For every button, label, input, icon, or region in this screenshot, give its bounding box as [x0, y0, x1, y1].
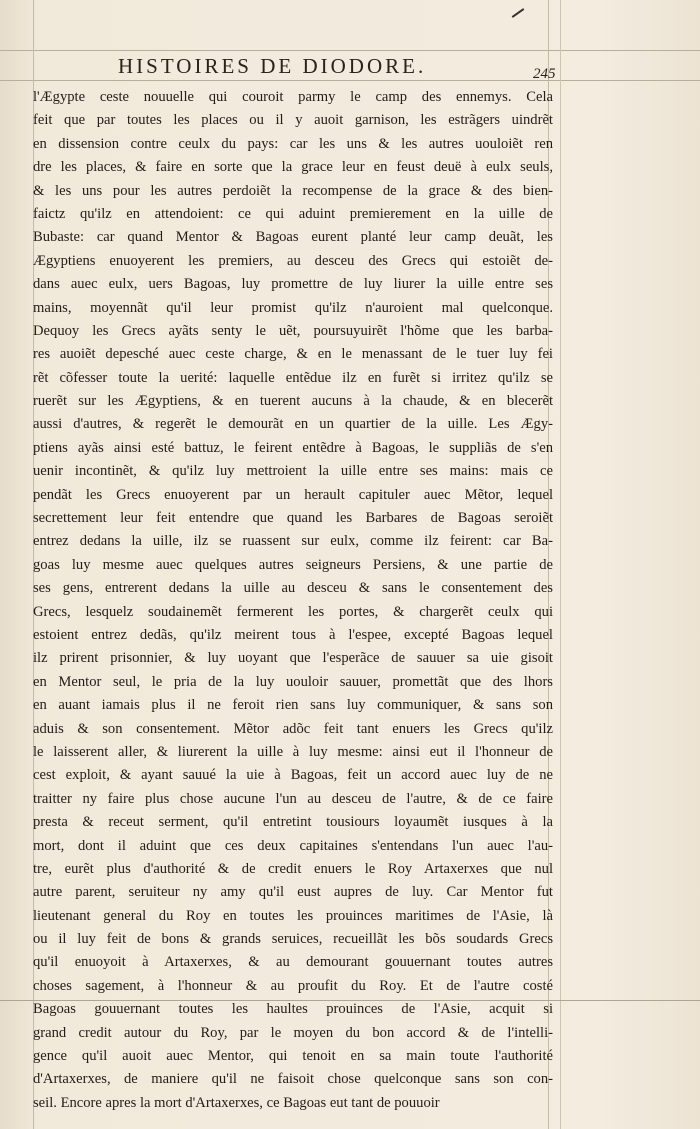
text-line: l'Ægypte ceste nouuelle qui couroit parmy le camp des ennemys. Cela [33, 89, 553, 105]
text-line: Ægyptiens enuoyerent les premiers, au desceu des Grecs qui estoiẽt de- [33, 252, 553, 269]
text-line: pendãt les Grecs enuoyerent par un herault capituler auec Mẽtor, lequel [33, 486, 553, 503]
text-line: rẽt cõfesser toute la uerité: laquelle entẽdue ilz en furẽt si irritez qu'ilz se [33, 369, 553, 386]
text-line: le laisserent aller, & liurerent la uille à luy mesme: ainsi eut il l'honneur de [33, 743, 553, 760]
text-line: en Mentor seul, le pria de la luy uouloir sauuer, promettãt que des lhors [33, 673, 553, 690]
text-line: goas luy mesme auec quelques autres seigneurs Persiens, & une partie de [33, 556, 553, 573]
running-title: HISTOIRES DE DIODORE. [118, 54, 427, 78]
text-line: Bubaste: car quand Mentor & Bagoas eurent planté leur camp deuãt, les [33, 229, 553, 246]
text-line: & les uns pour les autres perdoiẽt la recompense de la grace & des bien- [33, 182, 553, 199]
text-line: aussi d'autres, & regerẽt le demourãt en un quartier de la uille. Les Ægy- [33, 416, 553, 433]
text-line: gence qu'il auoit auec Mentor, qui tenoit en sa main toute l'authorité [33, 1048, 553, 1065]
text-line: dre les places, & faire en sorte que la grace leur en feust deuë à eulx seuls, [33, 159, 553, 176]
outer-margin-rule [560, 0, 561, 1129]
text-line: ruerẽt sur les Ægyptiens, & en tuerent aucuns à la chaude, & en blecerẽt [33, 393, 553, 410]
text-line: estoient entrez dedãs, qu'ilz meirent tous à l'espee, excepté Bagoas lequel [33, 626, 553, 643]
text-line: secrettement leur feit entendre que quand les Barbares de Bagoas seroiẽt [33, 510, 553, 527]
text-line: ou il luy feit de bons & grands seruices, recueillãt les bõs soudards Grecs [33, 931, 553, 948]
header-rule [0, 80, 700, 81]
text-line: autre parent, seruiteur ny amy qu'il eust aupres de luy. Car Mentor fut [33, 884, 553, 901]
text-line: faictz qu'ilz en attendoient: ce qui aduint premierement en la uille de [33, 205, 553, 222]
page-number: 245 [533, 66, 556, 82]
text-line: mains, moyennãt qu'il leur promist qu'ilz n'auroient mal quelconque. [33, 299, 553, 316]
body-text [33, 86, 553, 1115]
text-line: lieutenant general du Roy en toutes les prouinces maritimes de l'Asie, là [33, 907, 553, 924]
text-line: choses sagement, à l'honneur & au proufit du Roy. Et de l'autre costé [33, 977, 553, 994]
text-line: d'Artaxerxes, de maniere qu'il ne faisoit chose quelconque sans son con- [33, 1071, 553, 1088]
text-line: ses gens, entrerent dedans la uille au desceu & sans le consentement des [33, 580, 553, 597]
text-line: en auant iamais plus il ne feroit rien sans luy communiquer, & sans son [33, 697, 553, 714]
text-line: grand credit autour du Roy, par le moyen du bon accord & de l'intelli- [33, 1024, 553, 1041]
text-line: tre, eurẽt plus d'authorité & de credit enuers le Roy Artaxerxes que nul [33, 860, 553, 877]
text-line: en dissension contre ceulx du pays: car les uns & les autres uouloiẽt ren [33, 135, 553, 152]
ink-mark [512, 8, 525, 18]
text-line: Bagoas gouuernant toutes les haultes prouinces de l'Asie, acquit si [33, 1001, 553, 1018]
text-line: cest exploit, & ayant sauué la uie à Bagoas, feit un accord auec luy de ne [33, 767, 553, 784]
text-line: ilz prirent prisonnier, & luy uoyant que l'esperãce de sauuer sa uie gisoit [33, 650, 553, 667]
text-line: qu'il enuoyoit à Artaxerxes, & au demourant gouuernant toutes autres [33, 954, 553, 971]
text-line: aduis & son consentement. Mẽtor adõc feit tant enuers les Grecs qu'ilz [33, 720, 553, 737]
top-margin-rule [0, 50, 700, 51]
text-line: ptiens ayãs ainsi esté battuz, le feirent entẽdre à Bagoas, le suppliãs de s'en [33, 439, 553, 456]
text-line: traitter ny faire plus chose aucune l'un au desceu de l'autre, & de ce faire [33, 790, 553, 807]
text-line: feit que par toutes les places ou il y auoit garnison, les estrãgers uindrẽt [33, 112, 553, 129]
text-line: res auoiẽt depesché auec ceste charge, & en le menassant de le tuer luy fei [33, 346, 553, 363]
text-line: presta & receut serment, qu'il entretint tousiours loyaumẽt iusques à la [33, 814, 553, 831]
text-line: seil. Encore apres la mort d'Artaxerxes, ce Bagoas eut tant de pouuoir [33, 1094, 440, 1111]
text-line: mort, dont il aduint que ces deux capitaines s'entendans l'un auec l'au- [33, 837, 553, 854]
text-line: Grecs, lesquelz soudainemẽt fermerent les portes, & chargerẽt ceulx qui [33, 603, 553, 620]
text-line: dans auec eulx, uers Bagoas, luy promettre de luy liurer la uille entre ses [33, 276, 553, 293]
text-line: entrez dedans la uille, ilz se ruassent sur eulx, comme ilz feirent: car Ba- [33, 533, 553, 550]
text-line: Dequoy les Grecs ayãts senty le uẽt, poursuyuirẽt l'hõme que les barba- [33, 322, 553, 339]
text-line: uenir incontinẽt, & qu'ilz luy mettroient la uille entre ses mains: mais ce [33, 463, 553, 480]
bottom-margin-rule [0, 1000, 700, 1001]
